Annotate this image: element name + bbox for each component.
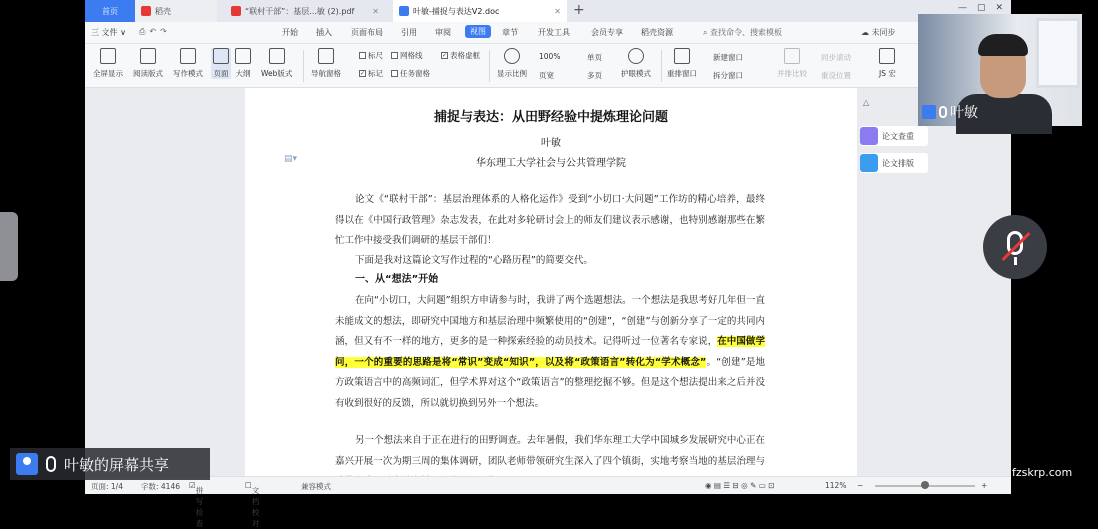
- zoom-level[interactable]: 112%: [825, 481, 847, 490]
- spell-check[interactable]: ☑ 拼写检查: [189, 481, 204, 528]
- paper-check-button[interactable]: [860, 126, 928, 146]
- ruler-label: 标尺: [368, 51, 383, 60]
- paragraph-idea-two: 另一个想法来自于正在进行的田野调查。去年暑假，我们华东理工大学中国城乡发展研究中心正在嘉兴开展一次为期三周的集体调研，团队老师带领研究生深入了四个镇街，实地考察当地的基层治理与: [335, 435, 765, 467]
- page-count: 页面: 1/4: [91, 482, 123, 491]
- view-mode-icons[interactable]: ◉ ▤ ☰ ⊟ ◎ ✎ ▭ ⊡: [705, 481, 775, 490]
- reading-layout-button[interactable]: [133, 48, 163, 79]
- person-hair: [978, 34, 1028, 56]
- js-macro-label: JS 宏: [879, 69, 896, 78]
- reset-position-button[interactable]: 重设位置: [821, 71, 851, 80]
- paragraph-intro: 下面是我对这篇论文写作过程的“心路历程”的简要交代。: [355, 255, 593, 266]
- doc-proof-label: 文档校对: [251, 486, 260, 528]
- page-width-button[interactable]: 页宽: [539, 71, 554, 80]
- gridlines-label: 网格线: [400, 51, 423, 60]
- tab-daoke[interactable]: [135, 0, 217, 22]
- table-gridlines-checkbox[interactable]: [441, 50, 480, 61]
- gridlines-checkbox[interactable]: [391, 50, 423, 61]
- person-icon: [16, 453, 38, 475]
- quick-access-icons[interactable]: ⎙↶↷: [139, 27, 171, 36]
- video-name: 叶敏: [950, 105, 978, 121]
- person-icon: [922, 105, 936, 119]
- doc-author: 叶敏: [541, 138, 561, 149]
- checkbox-box: [391, 70, 398, 77]
- tab-pdf-label: “联村干部”：基层...敏 (2).pdf: [245, 6, 355, 16]
- daoke-icon: [141, 6, 151, 16]
- paragraph-idea-one: [335, 291, 765, 414]
- doc-proof[interactable]: ☐ 文档校对: [245, 481, 260, 528]
- menu-member[interactable]: 会员专享: [591, 28, 623, 37]
- video-name-tag: [922, 102, 978, 122]
- tab-doc[interactable]: [393, 0, 567, 22]
- paper-format-icon: [860, 154, 878, 172]
- sync-status-text: 未同步: [871, 28, 896, 37]
- title-bar: [85, 0, 1011, 22]
- paper-check-icon: [860, 127, 878, 145]
- zoom-plus-icon[interactable]: +: [981, 481, 988, 490]
- screen-share-text: 叶敏的屏幕共享: [64, 455, 170, 474]
- outline-button[interactable]: [235, 48, 251, 79]
- close-icon[interactable]: ✕: [372, 6, 379, 16]
- doc-icon: [399, 6, 409, 16]
- menu-daoke-resources[interactable]: 稻壳资源: [641, 28, 673, 37]
- paragraph-acknowledgement: 论文《“联村干部”：基层治理体系的人格化运作》受到“小切口·大问题”工作坊的精心培养，最终得以在《中国行政管理》杂志发表，在此对多轮研讨会上的师友们建议表示感谢，也特别感谢那些在繁忙工作中接受我们调研的基层干部们！: [335, 194, 765, 246]
- mic-icon: [939, 106, 947, 118]
- tab-doc-label: 叶敏-捕捉与表达V2.doc: [413, 6, 500, 16]
- task-pane-label: 任务窗格: [400, 69, 430, 78]
- document-page[interactable]: [245, 88, 857, 476]
- doc-title: 捕捉与表达：从田野经验中提炼理论问题: [433, 110, 668, 125]
- web-layout-label: Web版式: [261, 69, 293, 78]
- screen-share-label: [10, 448, 210, 480]
- window-controls: [958, 3, 1003, 13]
- paragraph-text: 。“创建”是地方政策语言中的高频词汇，但学术界对这个“政策语言”的整理挖掘不够。但是这个想法提出来之后并没有收到很好的反馈，所以就切换到另外一个想法。: [335, 356, 766, 409]
- nav-pane-button[interactable]: [311, 48, 341, 79]
- sync-status[interactable]: ☁ 未同步: [861, 28, 896, 37]
- minimize-icon[interactable]: —: [957, 3, 967, 13]
- markup-checkbox[interactable]: [359, 68, 383, 79]
- globe-icon: [269, 48, 285, 64]
- tab-pdf[interactable]: [225, 0, 385, 22]
- compare-icon: [784, 48, 800, 64]
- wps-window: [85, 0, 1011, 528]
- maximize-icon[interactable]: ▢: [976, 3, 986, 13]
- close-window-icon[interactable]: ✕: [995, 3, 1003, 13]
- page-view-button[interactable]: [211, 48, 231, 79]
- menu-view[interactable]: 视图: [465, 25, 491, 38]
- ribbon-divider: [489, 50, 490, 82]
- writing-mode-label: 写作模式: [173, 69, 203, 78]
- magnifier-icon: [504, 48, 520, 64]
- side-drawer-handle[interactable]: [0, 212, 18, 281]
- side-by-side-label: 并排比较: [777, 69, 807, 78]
- tab-home-label: 首页: [102, 6, 118, 16]
- ribbon-divider: [303, 50, 304, 82]
- menu-chapter[interactable]: 章节: [502, 28, 518, 37]
- eye-mode-label: 护眼模式: [621, 69, 651, 78]
- paragraph-marker-icon[interactable]: ▤▾: [284, 154, 298, 164]
- zoom-minus-icon[interactable]: −: [857, 481, 864, 490]
- command-search-text: 查找命令、搜索模板: [710, 28, 783, 37]
- eye-icon: [628, 48, 644, 64]
- menu-start[interactable]: 开始: [282, 28, 298, 37]
- zoom-100-button[interactable]: 100%: [539, 52, 561, 61]
- mute-toggle-button[interactable]: [983, 215, 1047, 279]
- nav-pane-label: 导航窗格: [311, 69, 341, 78]
- outline-label: 大纲: [235, 69, 251, 78]
- section-heading: 一、从“想法”开始: [355, 274, 439, 285]
- spell-check-label: 拼写检查: [195, 486, 204, 528]
- web-layout-button[interactable]: [261, 48, 292, 79]
- page-view-label: 页面: [213, 69, 229, 78]
- document-area: [85, 88, 1011, 476]
- paper-check-label: 论文查重: [882, 131, 914, 141]
- table-gridlines-label: 表格虚框: [450, 51, 480, 60]
- ruler-checkbox[interactable]: [359, 50, 383, 61]
- zoom-ratio-label: 显示比例: [497, 69, 527, 78]
- tab-daoke-label: 稻壳: [155, 6, 171, 16]
- tab-home[interactable]: [85, 0, 135, 22]
- js-macro-button[interactable]: [879, 48, 896, 79]
- arrange-windows-label: 重排窗口: [667, 69, 697, 78]
- multi-page-button[interactable]: 多页: [587, 71, 602, 80]
- zoom-slider-knob[interactable]: [921, 481, 929, 489]
- macro-icon: [879, 48, 895, 64]
- view-ribbon: [85, 44, 1011, 88]
- markup-label: 标记: [368, 69, 383, 78]
- checkbox-checked: ✓: [360, 70, 366, 77]
- watermark: fzskrp.com: [1012, 466, 1073, 479]
- mic-stand: [1014, 257, 1017, 265]
- pen-icon: [180, 48, 196, 64]
- book-icon: [140, 48, 156, 64]
- menu-reference[interactable]: 引用: [401, 28, 417, 37]
- checkbox-checked: ✓: [442, 52, 448, 59]
- split-window-button[interactable]: 拆分窗口: [713, 71, 743, 80]
- new-tab-button[interactable]: +: [573, 2, 585, 18]
- arrange-windows-button[interactable]: [667, 48, 697, 79]
- arrange-icon: [674, 48, 690, 64]
- word-count[interactable]: 字数: 4146: [141, 482, 180, 491]
- video-window-frame: [1036, 18, 1080, 88]
- compat-mode: 兼容模式: [301, 482, 331, 491]
- checkbox-box: [359, 52, 366, 59]
- mic-icon: [46, 456, 56, 472]
- pdf-icon: [231, 6, 241, 16]
- single-page-button[interactable]: 单页: [587, 53, 602, 62]
- video-thumbnail[interactable]: [918, 14, 1082, 126]
- eye-mode-button[interactable]: [621, 48, 651, 79]
- zoom-ratio-button[interactable]: [497, 48, 527, 79]
- checkbox-box: [391, 52, 398, 59]
- page-icon: [213, 48, 229, 64]
- reading-layout-label: 阅读版式: [133, 69, 163, 78]
- menu-bar: [85, 22, 1011, 44]
- ribbon-divider: [661, 50, 662, 82]
- paper-format-label: 论文排版: [882, 158, 914, 168]
- fullscreen-icon: [100, 48, 116, 64]
- paper-format-button[interactable]: [860, 153, 928, 173]
- fullscreen-button[interactable]: [93, 48, 123, 79]
- nav-pane-icon: [318, 48, 334, 64]
- fullscreen-label: 全屏显示: [93, 69, 123, 78]
- close-icon[interactable]: ✕: [554, 6, 561, 16]
- command-search[interactable]: ⌕ 查找命令、搜索模板: [703, 28, 783, 37]
- task-pane-checkbox[interactable]: [391, 68, 430, 79]
- outline-icon: [235, 48, 251, 64]
- new-window-button[interactable]: 新建窗口: [713, 53, 743, 62]
- menu-devtools[interactable]: 开发工具: [538, 28, 570, 37]
- status-bar: [85, 476, 1011, 528]
- highlighted-text: 在中国做学问，一个的重要的思路是将“常识”变成“知识”，以及将“政策语言”转化为“学术概念”: [335, 336, 765, 368]
- doc-affiliation: 华东理工大学社会与公共管理学院: [476, 158, 626, 169]
- writing-mode-button[interactable]: [173, 48, 203, 79]
- menu-review[interactable]: 审阅: [435, 28, 451, 37]
- sync-scroll-button[interactable]: 同步滚动: [821, 53, 851, 62]
- menu-layout[interactable]: 页面布局: [351, 28, 383, 37]
- file-menu[interactable]: 三 文件 ∨: [91, 28, 126, 37]
- paragraph-text: 在向“小切口，大问题”组织方申请参与时，我讲了两个选题想法。一个想法是我思考好几年但一直未能成文的想法，即研究中国地方和基层治理中频繁使用的“创建”，“创建”与创新分享了一定的共同内涵，但又有不一样的地方，更多的是一种探索经验的动员技术。记得听过一位著名专家说，: [335, 295, 765, 347]
- collapse-icon[interactable]: △: [863, 98, 870, 107]
- menu-insert[interactable]: 插入: [316, 28, 332, 37]
- side-by-side-button[interactable]: [777, 48, 807, 79]
